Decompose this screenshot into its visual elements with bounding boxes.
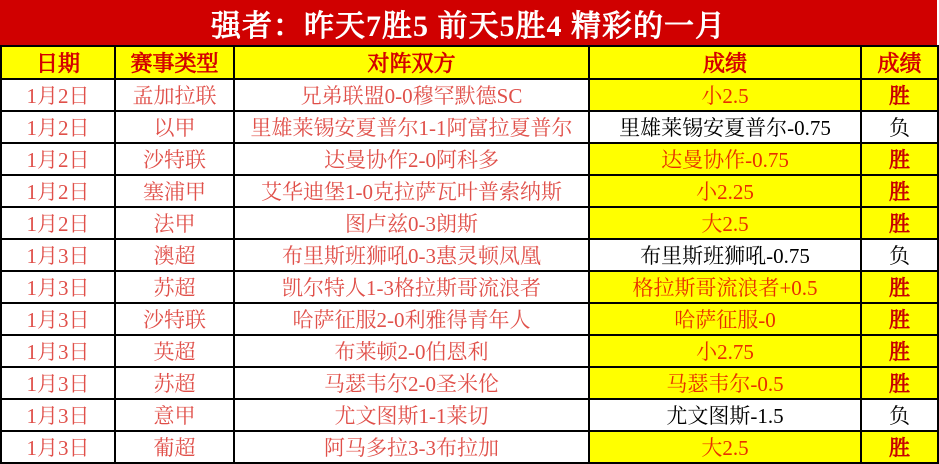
cell-league: 葡超 xyxy=(115,431,234,463)
cell-date: 1月3日 xyxy=(1,303,115,335)
cell-result: 胜 xyxy=(861,207,938,239)
cell-date: 1月2日 xyxy=(1,143,115,175)
table-row xyxy=(1,207,938,239)
cell-league: 苏超 xyxy=(115,367,234,399)
title-banner xyxy=(0,0,937,45)
cell-pick: 大2.5 xyxy=(589,207,861,239)
cell-match: 布里斯班狮吼0-3惠灵顿凤凰 xyxy=(234,239,589,271)
cell-date: 1月3日 xyxy=(1,367,115,399)
cell-league: 苏超 xyxy=(115,271,234,303)
table-body xyxy=(1,79,938,463)
table-row xyxy=(1,303,938,335)
header-row xyxy=(1,46,938,79)
page-title: 强者：昨天7胜5 前天5胜4 精彩的一月 xyxy=(211,9,726,43)
table-header xyxy=(1,46,938,79)
cell-league: 沙特联 xyxy=(115,143,234,175)
cell-match: 图卢兹0-3朗斯 xyxy=(234,207,589,239)
cell-league: 塞浦甲 xyxy=(115,175,234,207)
cell-date: 1月2日 xyxy=(1,111,115,143)
cell-match: 里雄莱锡安夏普尔1-1阿富拉夏普尔 xyxy=(234,111,589,143)
cell-result: 负 xyxy=(861,111,938,143)
cell-result: 胜 xyxy=(861,367,938,399)
cell-pick: 小2.75 xyxy=(589,335,861,367)
column-header-pick: 成绩 xyxy=(589,46,861,79)
results-table xyxy=(0,45,939,464)
cell-match: 马瑟韦尔2-0圣米伦 xyxy=(234,367,589,399)
cell-pick: 马瑟韦尔-0.5 xyxy=(589,367,861,399)
cell-match: 兄弟联盟0-0穆罕默德SC xyxy=(234,79,589,111)
cell-date: 1月2日 xyxy=(1,207,115,239)
cell-date: 1月3日 xyxy=(1,399,115,431)
table-row xyxy=(1,79,938,111)
cell-match: 达曼协作2-0阿科多 xyxy=(234,143,589,175)
table-row xyxy=(1,239,938,271)
cell-result: 负 xyxy=(861,239,938,271)
cell-result: 负 xyxy=(861,399,938,431)
cell-result: 胜 xyxy=(861,143,938,175)
table-row xyxy=(1,271,938,303)
column-header-league: 赛事类型 xyxy=(115,46,234,79)
cell-date: 1月3日 xyxy=(1,431,115,463)
cell-result: 胜 xyxy=(861,271,938,303)
cell-result: 胜 xyxy=(861,175,938,207)
cell-pick: 哈萨征服-0 xyxy=(589,303,861,335)
cell-date: 1月3日 xyxy=(1,239,115,271)
table-row xyxy=(1,367,938,399)
table-row xyxy=(1,175,938,207)
cell-pick: 小2.25 xyxy=(589,175,861,207)
table-row xyxy=(1,335,938,367)
table-row xyxy=(1,431,938,463)
cell-date: 1月2日 xyxy=(1,79,115,111)
cell-result: 胜 xyxy=(861,431,938,463)
cell-date: 1月3日 xyxy=(1,335,115,367)
cell-pick: 达曼协作-0.75 xyxy=(589,143,861,175)
cell-pick: 格拉斯哥流浪者+0.5 xyxy=(589,271,861,303)
table-row xyxy=(1,111,938,143)
cell-league: 孟加拉联 xyxy=(115,79,234,111)
cell-match: 哈萨征服2-0利雅得青年人 xyxy=(234,303,589,335)
cell-match: 阿马多拉3-3布拉加 xyxy=(234,431,589,463)
cell-pick: 尤文图斯-1.5 xyxy=(589,399,861,431)
cell-pick: 小2.5 xyxy=(589,79,861,111)
cell-league: 以甲 xyxy=(115,111,234,143)
cell-match: 布莱顿2-0伯恩利 xyxy=(234,335,589,367)
cell-league: 沙特联 xyxy=(115,303,234,335)
column-header-result: 成绩 xyxy=(861,46,938,79)
cell-match: 凯尔特人1-3格拉斯哥流浪者 xyxy=(234,271,589,303)
column-header-date: 日期 xyxy=(1,46,115,79)
cell-league: 澳超 xyxy=(115,239,234,271)
cell-pick: 布里斯班狮吼-0.75 xyxy=(589,239,861,271)
cell-league: 意甲 xyxy=(115,399,234,431)
cell-date: 1月3日 xyxy=(1,271,115,303)
cell-date: 1月2日 xyxy=(1,175,115,207)
table-row xyxy=(1,143,938,175)
cell-league: 法甲 xyxy=(115,207,234,239)
cell-pick: 里雄莱锡安夏普尔-0.75 xyxy=(589,111,861,143)
cell-pick: 大2.5 xyxy=(589,431,861,463)
column-header-match: 对阵双方 xyxy=(234,46,589,79)
cell-result: 胜 xyxy=(861,335,938,367)
cell-result: 胜 xyxy=(861,303,938,335)
table-row xyxy=(1,399,938,431)
cell-match: 艾华迪堡1-0克拉萨瓦叶普索纳斯 xyxy=(234,175,589,207)
cell-league: 英超 xyxy=(115,335,234,367)
cell-result: 胜 xyxy=(861,79,938,111)
cell-match: 尤文图斯1-1莱切 xyxy=(234,399,589,431)
